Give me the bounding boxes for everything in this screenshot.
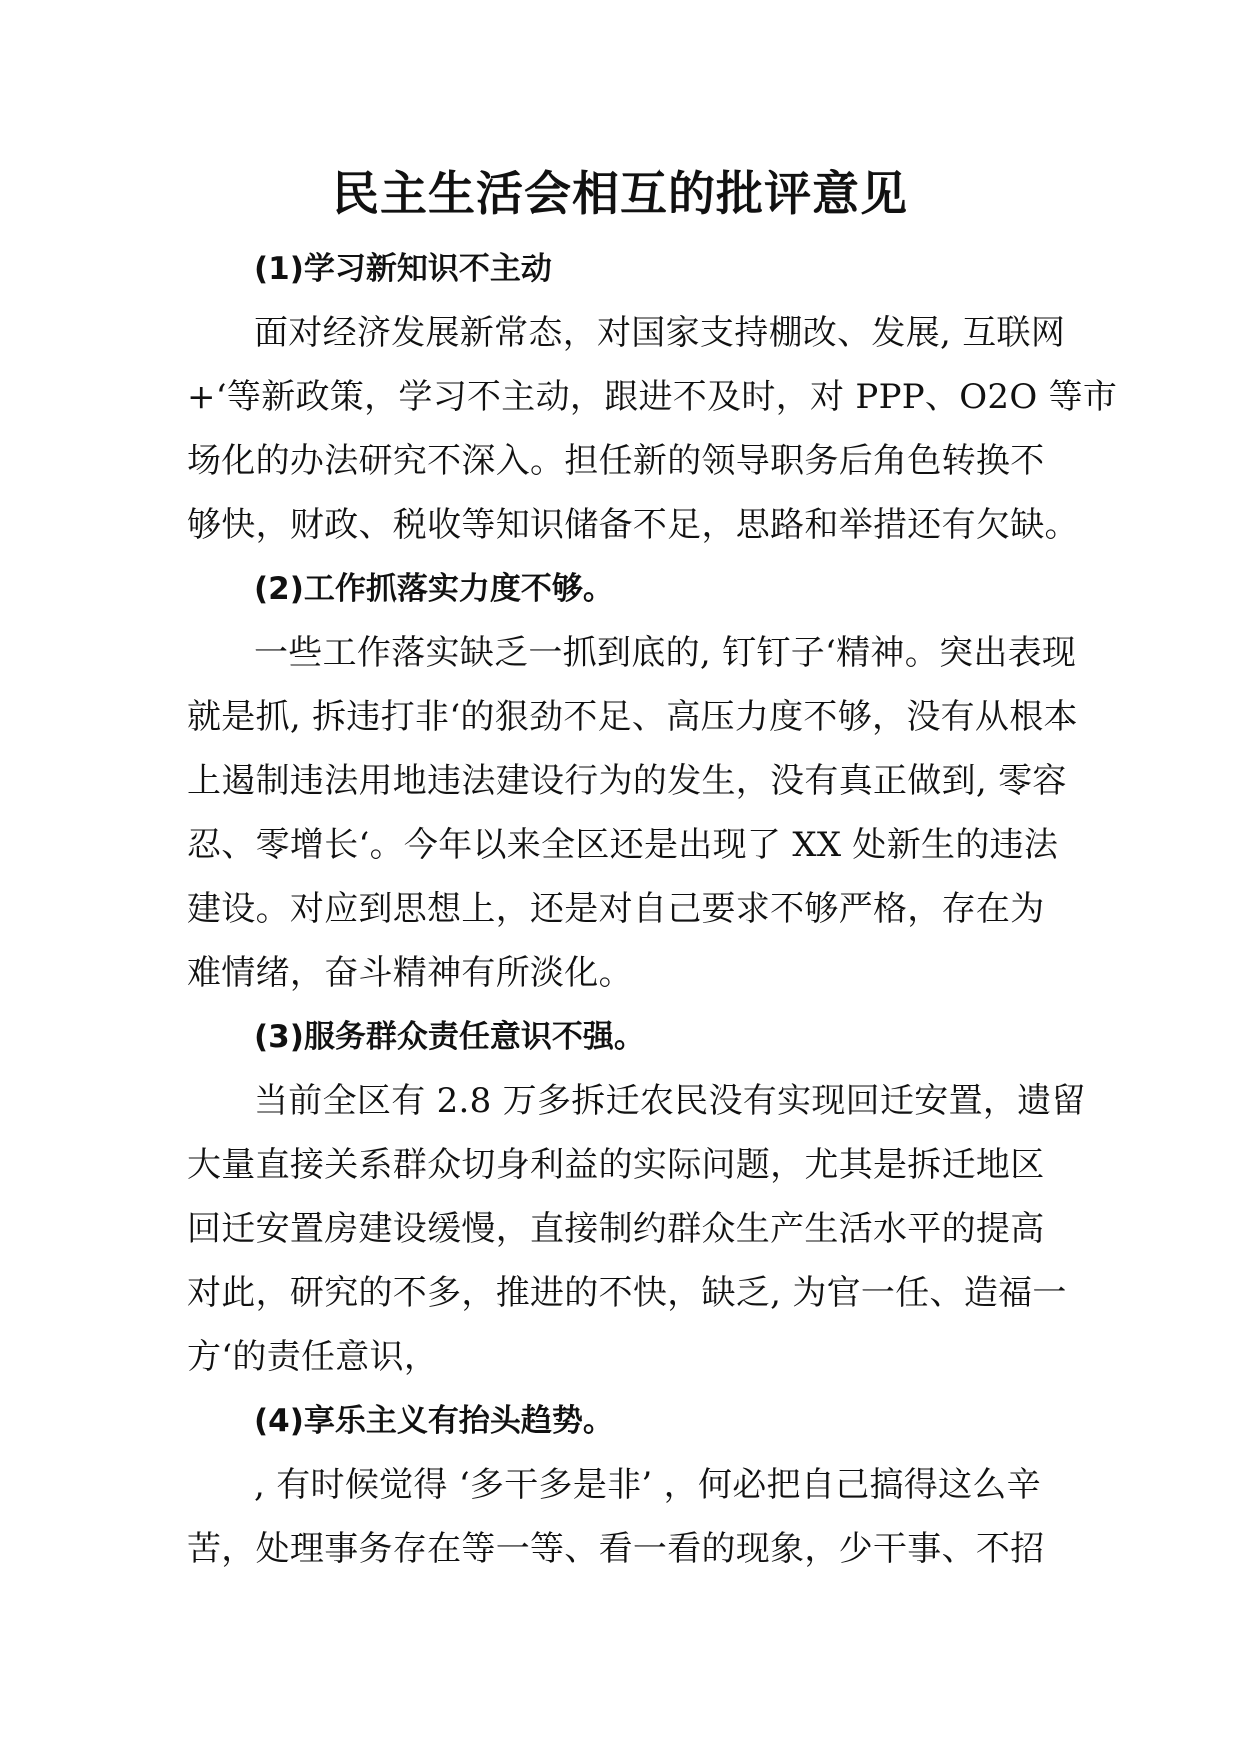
section-paragraph	[187, 621, 1078, 1005]
section-1	[187, 237, 1118, 557]
paragraph-line: 场化的办法研究不深入。担任新的领导职务后角色转换不	[187, 441, 1045, 481]
paragraph-line: 当前全区有 2.8 万多拆迁农民没有实现回迁安置，遗留	[254, 1081, 1086, 1121]
paragraph-line: 上遏制违法用地违法建设行为的发生，没有真正做到, 零容	[187, 761, 1067, 801]
paragraph-line: 建设。对应到思想上，还是对自己要求不够严格，存在为	[187, 889, 1045, 929]
paragraph-line: 大量直接关系群众切身利益的实际问题，尤其是拆迁地区	[187, 1145, 1045, 1185]
section-heading: (3)服务群众责任意识不强。	[254, 1019, 645, 1055]
paragraph-line: 回迁安置房建设缓慢，直接制约群众生产生活水平的提高	[187, 1209, 1045, 1249]
paragraph-line: 苦，处理事务存在等一等、看一看的现象，少干事、不招	[187, 1529, 1045, 1569]
section-3	[187, 1005, 1086, 1389]
paragraph-line: 面对经济发展新常态，对国家支持棚改、发展, 互联网	[254, 313, 1066, 353]
paragraph-line: 对此，研究的不多，推进的不快，缺乏, 为官一任、造福一	[187, 1273, 1067, 1313]
section-heading: (4)享乐主义有抬头趋势。	[254, 1403, 614, 1439]
paragraph-line: 够快，财政、税收等知识储备不足，思路和举措还有欠缺。	[187, 505, 1079, 545]
document-title: 民主生活会相互的批评意见	[332, 167, 908, 222]
paragraph-line: 忍、零增长‘。今年以来全区还是出现了 XX 处新生的违法	[187, 825, 1059, 865]
section-2	[187, 557, 1078, 1005]
paragraph-line: +‘等新政策，学习不主动，跟进不及时，对 PPP、O2O 等市	[187, 377, 1118, 417]
section-4	[187, 1389, 1053, 1581]
paragraph-line: 难情绪，奋斗精神有所淡化。	[187, 953, 633, 993]
section-heading: (1)学习新知识不主动	[254, 251, 552, 287]
paragraph-line: 一些工作落实缺乏一抓到底的, 钉钉子‘精神。突出表现	[254, 633, 1077, 673]
section-paragraph	[187, 1453, 1053, 1581]
section-heading: (2)工作抓落实力度不够。	[254, 571, 614, 607]
section-paragraph	[187, 301, 1118, 557]
paragraph-line: 方‘的责任意识，	[187, 1337, 439, 1377]
paragraph-line: , 有时候觉得 ‘多干多是非’ ，何必把自己搞得这么辛	[254, 1465, 1041, 1505]
section-paragraph	[187, 1069, 1086, 1389]
document-body	[187, 237, 1118, 1581]
paragraph-line: 就是抓, 拆违打非‘的狠劲不足、高压力度不够，没有从根本	[187, 697, 1078, 737]
